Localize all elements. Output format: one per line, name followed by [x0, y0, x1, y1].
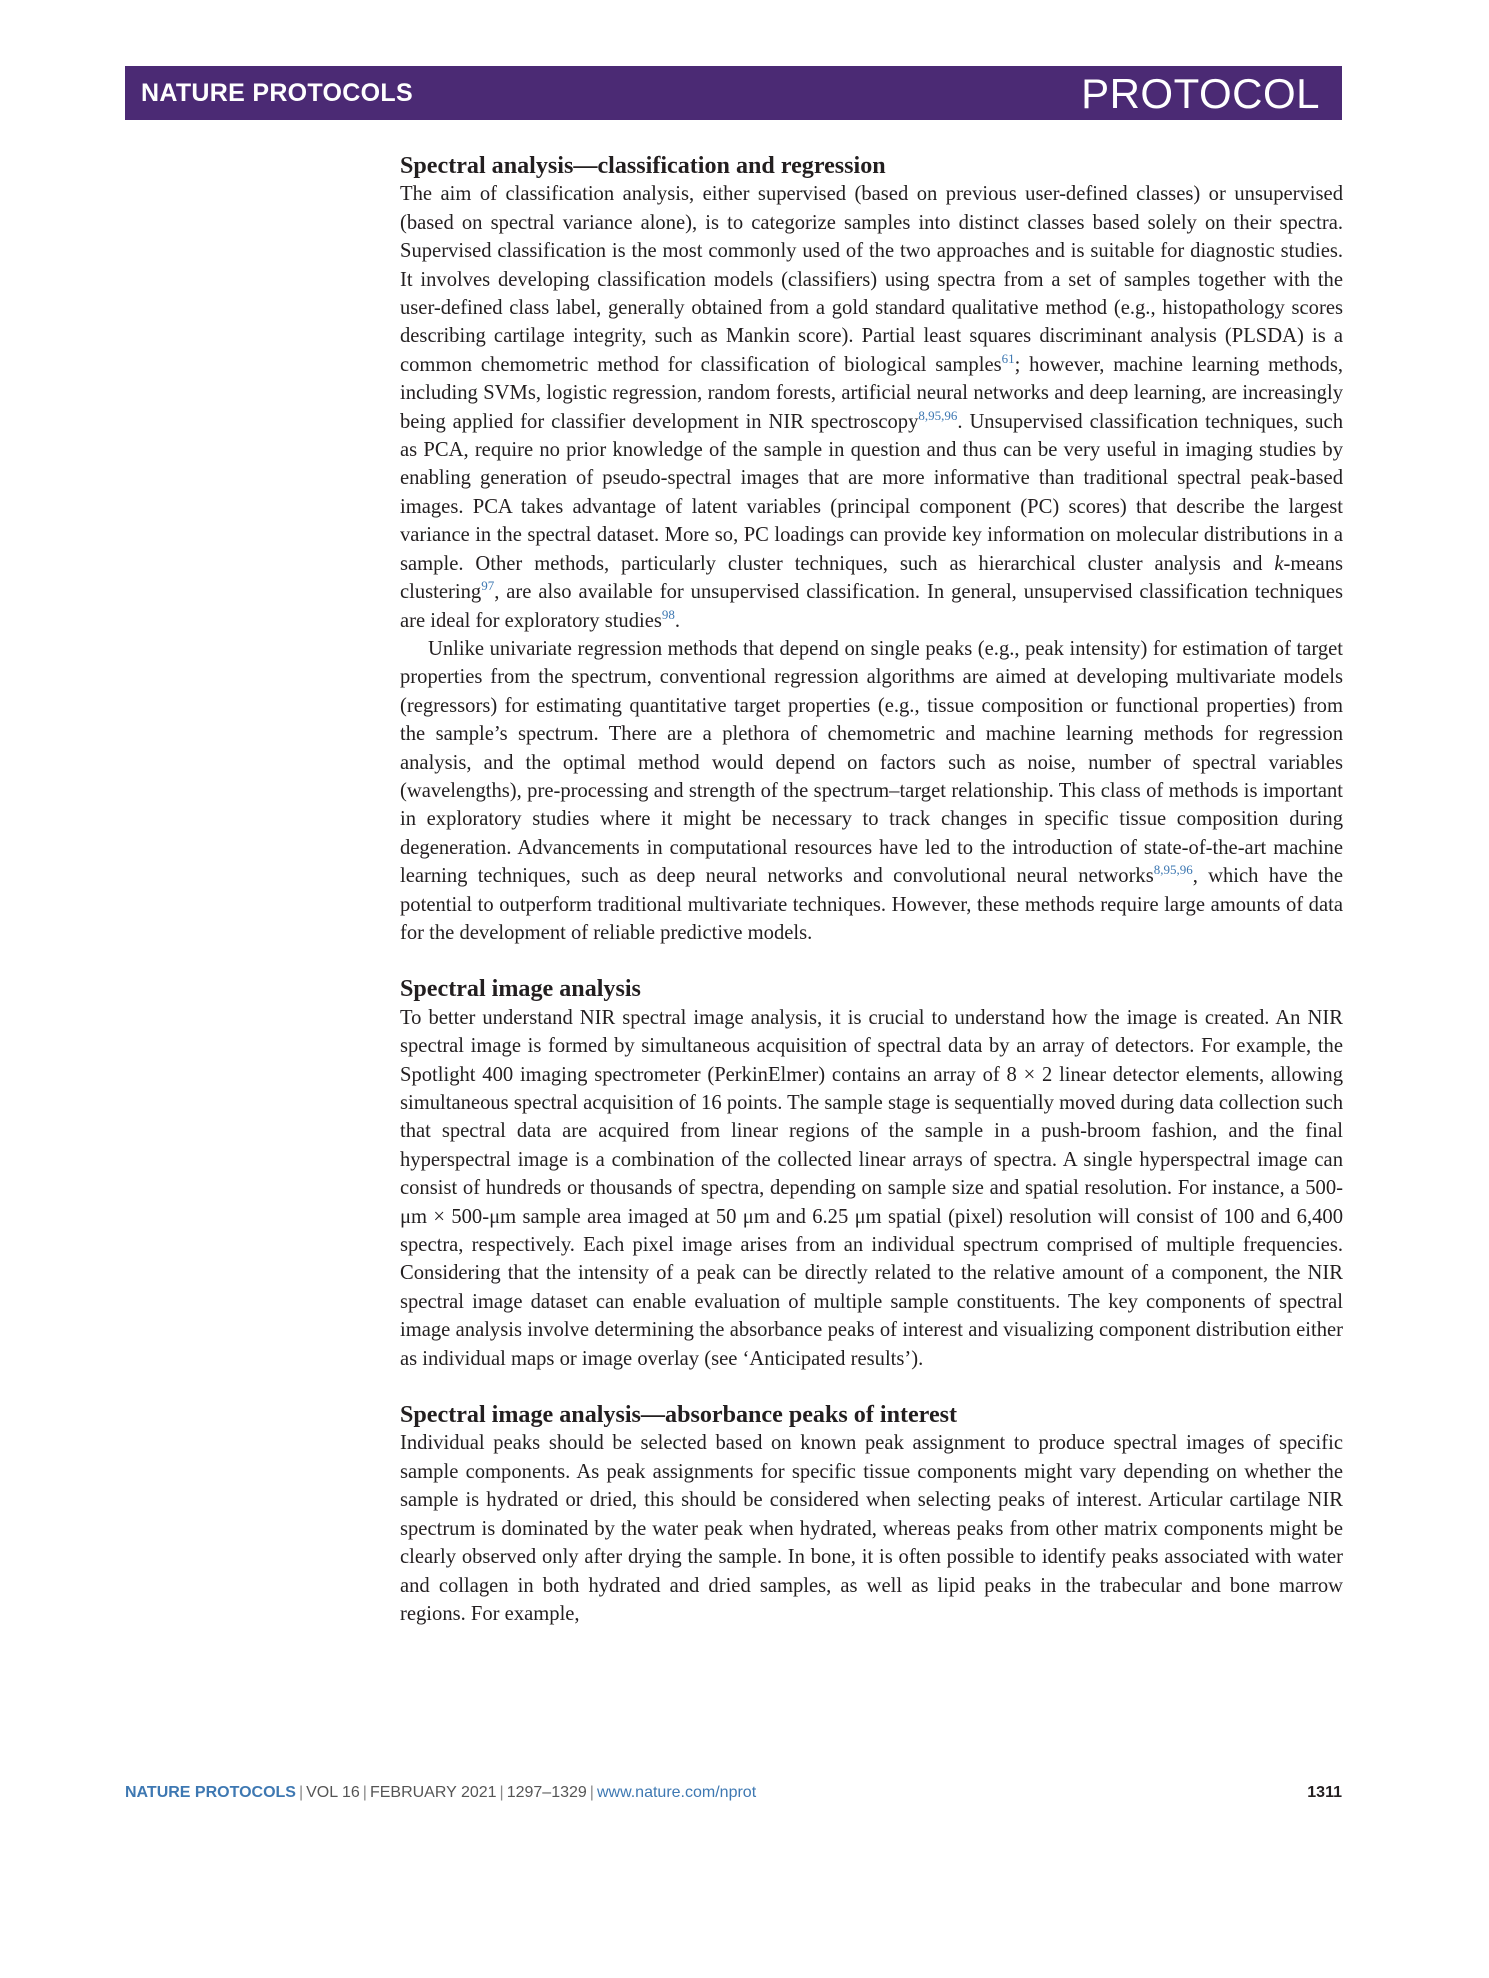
article-body: [400, 152, 1343, 1628]
journal-name: NATURE PROTOCOLS: [141, 79, 413, 107]
page-number: 1311: [1307, 1784, 1342, 1801]
section-heading: Spectral analysis—classification and regression: [400, 153, 886, 179]
text-run: .: [674, 609, 681, 632]
footer-date: FEBRUARY 2021: [369, 1784, 497, 1801]
text-run: Individual peaks should be selected based on known peak assignment to produce spectral images of specific sample components. As peak assignments for specific tissue components might vary depending on whether the sample is hydrated or dried, this should be considered when selecting peaks of interest. Articular cartilage NIR spectrum is dominated by the water peak when hydrated, whereas peaks from other matrix components might be clearly observed only after drying the sample. In bone, it is often possible to identify peaks associated with water and collagen in both hydrated and dried samples, as well as lipid peaks in the trabecular and bone marrow regions. For example,: [400, 1432, 1343, 1625]
footer-pages: 1297–1329: [506, 1784, 587, 1801]
paragraph: [400, 1429, 1343, 1628]
section-gap: [400, 947, 1343, 975]
reference-link[interactable]: 8,95,96: [918, 407, 958, 423]
reference-link[interactable]: 97: [481, 578, 495, 594]
text-run: , are also available for unsupervised classification. In general, unsupervised classification techniques are ideal for exploratory studies: [400, 581, 1343, 632]
section-heading: Spectral image analysis: [400, 976, 641, 1003]
footer-separator: |: [362, 1784, 367, 1801]
text-run: -means clustering: [400, 552, 1343, 604]
paragraph: [400, 1004, 1343, 1373]
footer-url-link[interactable]: www.nature.com/nprot: [596, 1784, 757, 1801]
italic-text: k: [1274, 552, 1284, 575]
page-header: [125, 66, 1342, 120]
reference-link[interactable]: 98: [661, 606, 675, 622]
text-run: , which have the potential to outperform traditional multivariate techniques. However, these methods require large amounts of data for the development of reliable predictive models.: [400, 865, 1343, 944]
footer-separator: |: [499, 1784, 504, 1801]
footer-journal: NATURE PROTOCOLS: [125, 1784, 296, 1801]
section-gap: [400, 1373, 1343, 1401]
paragraph: [400, 635, 1343, 947]
reference-link[interactable]: 8,95,96: [1153, 862, 1193, 878]
section: [400, 1401, 1343, 1628]
paragraph: [400, 180, 1343, 635]
text-run: Unlike univariate regression methods that depend on single peaks (e.g., peak intensity) for estimation of target properties from the spectrum, conventional regression algorithms are aimed at developing multivariate models (regressors) for estimating quantitative target properties (e.g., tissue composition or functional properties) from the sample’s spectrum. There are a plethora of chemometric and machine learning methods for regression analysis, and the optimal method would depend on factors such as noise, number of spectral variables (wavelengths), pre-processing and strength of the spectrum–target relationship. This class of methods is important in exploratory studies where it might be necessary to track changes in specific tissue composition during degeneration. Advancements in computational resources have led to the introduction of state-of-the-art machine learning techniques, such as deep neural networks and convolutional neural networks: [400, 637, 1343, 888]
footer-separator: |: [298, 1784, 304, 1801]
section: [400, 152, 1343, 947]
page-footer: [125, 1784, 1342, 1802]
text-run: . Unsupervised classification techniques, such as PCA, require no prior knowledge of the sample in question and thus can be very useful in imaging studies by enabling generation of pseudo-spectral images that are more informative than traditional spectral peak-based images. PCA takes advantage of latent variables (principal component (PC) scores) that describe the largest variance in the spectral dataset. More so, PC loadings can provide key information on molecular distributions in a sample. Other methods, particularly cluster techniques, such as hierarchical cluster analysis and: [400, 410, 1343, 575]
footer-volume: VOL 16: [306, 1784, 360, 1801]
reference-link[interactable]: 61: [1001, 350, 1015, 366]
section-heading: Spectral image analysis—absorbance peaks of interest: [400, 1402, 958, 1429]
footer-separator: |: [589, 1784, 594, 1801]
article-type: PROTOCOL: [1081, 70, 1320, 117]
section: [400, 975, 1343, 1373]
text-run: The aim of classification analysis, either supervised (based on previous user-defined classes) or unsupervised (based on spectral variance alone), is to categorize samples into distinct classes based solely on their spectra. Supervised classification is the most commonly used of the two approaches and is suitable for diagnostic studies. It involves developing classification models (classifiers) using spectra from a set of samples together with the user-defined class label, generally obtained from a gold standard qualitative method (e.g., histopathology scores describing cartilage integrity, such as Mankin score). Partial least squares discriminant analysis (PLSDA) is a common chemometric method for classification of biological samples: [400, 183, 1343, 376]
text-run: To better understand NIR spectral image analysis, it is crucial to understand how the image is created. An NIR spectral image is formed by simultaneous acquisition of spectral data by an array of detectors. For example, the Spotlight 400 imaging spectrometer (PerkinElmer) contains an array of 8 × 2 linear detector elements, allowing simultaneous spectral acquisition of 16 points. The sample stage is sequentially moved during data collection such that spectral data are acquired from linear regions of the sample in a push-broom fashion, and the final hyperspectral image is a combination of the collected linear arrays of spectra. A single hyperspectral image can consist of hundreds or thousands of spectra, depending on sample size and spatial resolution. For instance, a 500-μm × 500-μm sample area imaged at 50 μm and 6.25 μm spatial (pixel) resolution will consist of 100 and 6,400 spectra, respectively. Each pixel image arises from an individual spectrum comprised of multiple frequencies. Considering that the intensity of a peak can be directly related to the relative amount of a component, the NIR spectral image dataset can enable evaluation of multiple sample constituents. The key components of spectral image analysis involve determining the absorbance peaks of interest and visualizing component distribution either as individual maps or image overlay (see ‘Anticipated results’).: [400, 1006, 1343, 1370]
text-run: ; however, machine learning methods, including SVMs, logistic regression, random forests, artificial neural networks and deep learning, are increasingly being applied for classifier development in NIR spectroscopy: [400, 353, 1343, 433]
